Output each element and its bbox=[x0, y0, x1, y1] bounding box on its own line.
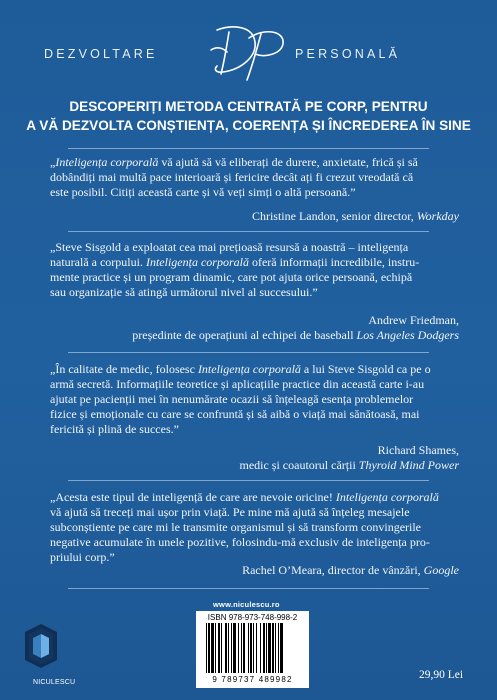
barcode-bar bbox=[206, 623, 207, 673]
barcode-bar bbox=[275, 623, 276, 673]
quote-line: fericită și plină de succes.” bbox=[50, 422, 179, 437]
barcode-bar bbox=[211, 623, 214, 673]
quote-line: ajutat pe pacienții mei în nenumărate ocazii să înțeleagă esența problemelor bbox=[50, 392, 414, 407]
barcode-bar bbox=[256, 623, 257, 673]
quote-1-author: Christine Landon, senior director, Workday bbox=[251, 209, 459, 223]
publisher-url: www.niculescu.ro bbox=[213, 600, 280, 609]
series-banner bbox=[0, 20, 497, 82]
series-label-left: DEZVOLTARE bbox=[44, 47, 158, 61]
quote-2-author-name: Andrew Friedman, bbox=[368, 313, 459, 327]
barcode-bar bbox=[280, 623, 283, 673]
quote-line: „Inteligența corporală vă ajută să vă eliberați de durere, anxietate, frică și să bbox=[50, 155, 418, 169]
isbn-number: ISBN 978-973-748-998-2 bbox=[207, 613, 298, 622]
barcode-bar bbox=[233, 623, 236, 673]
barcode-bars bbox=[204, 623, 301, 675]
barcode-bar bbox=[272, 623, 274, 673]
barcode-bar bbox=[278, 623, 279, 673]
quote-line: naturală a corpului. Inteligența corporală oferă informații incredibile, instru- bbox=[50, 255, 420, 270]
barcode-bar bbox=[243, 623, 245, 673]
series-label-right: PERSONALĂ bbox=[295, 47, 401, 61]
barcode-bar bbox=[215, 623, 216, 673]
quote-line: priului corp.” bbox=[50, 550, 115, 565]
quote-line: este posibil. Citiți această carte și vă veți simți o altă persoană.” bbox=[50, 185, 356, 200]
separator-line bbox=[68, 148, 429, 149]
barcode-bar bbox=[238, 623, 239, 673]
barcode-bar bbox=[231, 623, 232, 673]
quote-line: „Steve Sisgold a exploatat cea mai prețioasă resursă a noastră – inteligența bbox=[50, 240, 409, 254]
headline-line-2: A VĂ DEZVOLTA CONȘTIENȚA, COERENȚA ȘI ÎNCREDEREA ÎN SINE bbox=[26, 118, 471, 133]
dp-monogram-logo-icon bbox=[203, 20, 293, 82]
isbn-barcode bbox=[196, 611, 309, 688]
barcode-bar bbox=[225, 623, 227, 673]
quote-line: „În calitate de medic, folosesc Inteligența corporală a lui Steve Sisgold ca pe o bbox=[50, 362, 431, 376]
separator-line bbox=[68, 352, 429, 353]
barcode-bar bbox=[218, 623, 220, 673]
publisher-name: NICULESCU bbox=[33, 679, 76, 686]
barcode-bar bbox=[228, 623, 229, 673]
quote-2 bbox=[50, 240, 462, 300]
separator-line bbox=[68, 231, 429, 232]
quote-2-author-role: președinte de operațiuni al echipei de baseball Los Angeles Dodgers bbox=[132, 328, 459, 342]
quote-line: subconștiente pe care mi le transmite organismul și să transform convingerile bbox=[50, 520, 422, 535]
quote-line: „Acesta este tipul de inteligență de care are nevoie oricine! Inteligența corporală bbox=[50, 490, 439, 504]
quote-line: fizice și emoționale cu care se confruntă și să aibă o viață mai sănătoasă, mai bbox=[50, 407, 420, 422]
quote-4 bbox=[50, 490, 462, 565]
barcode-bar bbox=[268, 623, 271, 673]
quote-line: sau organizație să atingă următorul nivel al succesului.” bbox=[50, 285, 318, 300]
barcode-bar bbox=[248, 623, 249, 673]
quote-1 bbox=[50, 155, 462, 200]
quote-3-author-role: medic și coautorul cărții Thyroid Mind Power bbox=[239, 458, 459, 472]
quote-line: dobândiți mai multă pace interioară și fericire decât ați fi crezut vreodată că bbox=[50, 170, 414, 185]
publisher-logo bbox=[19, 612, 76, 686]
barcode-bar bbox=[266, 623, 267, 673]
barcode-bar bbox=[260, 623, 261, 673]
quote-3-author-name: Richard Shames, bbox=[377, 443, 459, 457]
publisher-cube-icon bbox=[19, 612, 61, 674]
barcode-digits: 9 789737 489982 bbox=[212, 675, 293, 684]
quote-3 bbox=[50, 362, 462, 437]
quote-4-author: Rachel O’Meara, director de vânzări, Google bbox=[242, 563, 459, 577]
barcode-bar bbox=[208, 623, 210, 673]
barcode-bar bbox=[221, 623, 222, 673]
headline-line-1: DESCOPERIȚI METODA CENTRATĂ PE CORP, PENTRU bbox=[69, 99, 428, 114]
separator-line bbox=[68, 480, 429, 481]
price: 29,90 Lei bbox=[419, 669, 464, 681]
separator-line bbox=[68, 588, 429, 589]
barcode-bar bbox=[241, 623, 242, 673]
quote-line: vă ajută să treceți mai ușor prin viață. Pe mine mă ajută să înțeleg mesajele bbox=[50, 505, 410, 520]
quote-line: negative acumulate în unele pozitive, folosindu-mă exclusiv de inteligența pro- bbox=[50, 535, 430, 550]
barcode-bar bbox=[253, 623, 254, 673]
headline bbox=[20, 97, 477, 135]
quote-line: armă secretă. Informațiile teoretice și aplicațiile practice din această carte i-au bbox=[50, 377, 425, 392]
quote-line: mente practice și un program dinamic, care pot ajuta orice persoană, echipă bbox=[50, 270, 413, 285]
barcode-bar bbox=[263, 623, 265, 673]
barcode-bar bbox=[250, 623, 252, 673]
